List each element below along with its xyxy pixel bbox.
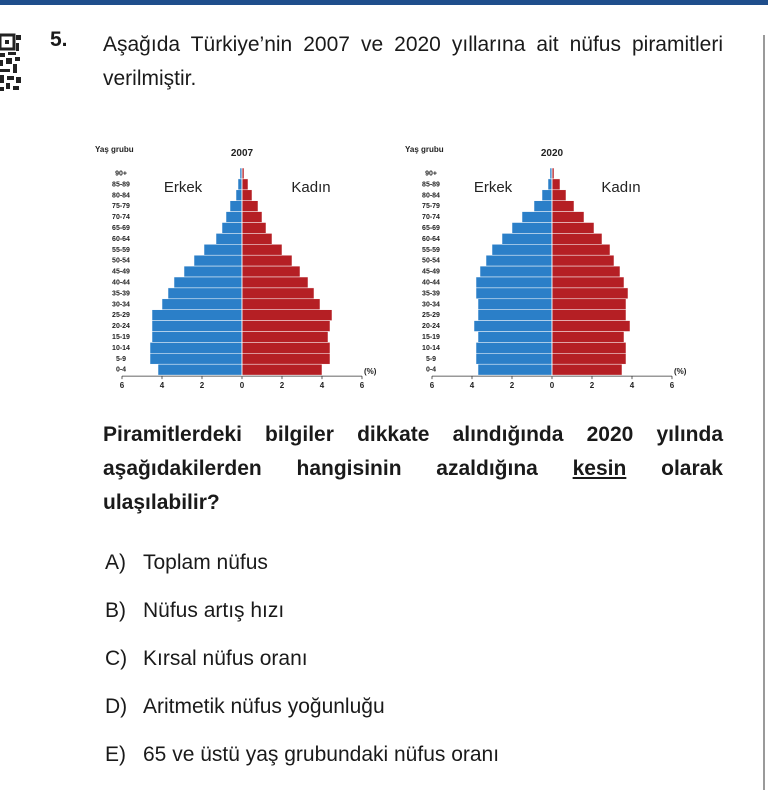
male-bar	[476, 342, 552, 353]
female-bar	[242, 321, 330, 332]
x-tick-label: 2	[509, 381, 515, 391]
top-accent-bar	[0, 0, 768, 5]
male-bar	[476, 277, 552, 288]
male-bar	[152, 332, 242, 343]
age-group-label: 50-54	[422, 257, 440, 265]
male-bar	[542, 190, 552, 201]
age-group-label: 10-14	[112, 344, 130, 352]
male-bar	[474, 321, 552, 332]
male-bar	[150, 353, 242, 364]
male-bar	[184, 266, 242, 277]
male-bar	[158, 364, 242, 375]
age-group-label: 25-29	[422, 312, 440, 320]
female-bar	[552, 342, 626, 353]
chart-title: 2020	[540, 148, 564, 159]
age-group-label: 10-14	[422, 344, 440, 352]
y-axis-title: Yaş grubu	[405, 145, 444, 154]
female-bar	[242, 190, 252, 201]
age-group-label: 5-9	[425, 355, 437, 363]
age-group-label: 70-74	[422, 214, 440, 222]
female-label: Kadın	[601, 179, 641, 196]
chart-title: 2007	[230, 148, 254, 159]
y-axis-title: Yaş grubu	[95, 145, 134, 154]
female-bar	[242, 332, 328, 343]
option-letter: C)	[105, 647, 128, 670]
option-text: Aritmetik nüfus yoğunluğu	[143, 695, 385, 718]
age-group-label: 20-24	[112, 323, 130, 331]
option-letter: E)	[105, 743, 126, 766]
option-d[interactable]	[105, 695, 385, 719]
age-group-label: 5-9	[115, 355, 127, 363]
female-bar	[242, 255, 292, 266]
female-bar	[552, 179, 560, 190]
option-letter: B)	[105, 599, 126, 622]
age-group-label: 80-84	[422, 192, 440, 200]
option-e[interactable]	[105, 743, 499, 767]
male-bar	[226, 212, 242, 223]
option-text: Kırsal nüfus oranı	[143, 647, 308, 670]
female-bar	[552, 212, 584, 223]
female-bar	[552, 310, 626, 321]
female-bar	[242, 277, 308, 288]
x-tick-label: 2	[199, 381, 205, 391]
female-bar	[552, 255, 614, 266]
male-bar	[512, 223, 552, 234]
female-bar	[552, 266, 620, 277]
female-bar	[242, 299, 320, 310]
age-group-label: 30-34	[112, 301, 130, 309]
female-bar	[242, 223, 266, 234]
page-margin-line	[763, 35, 765, 790]
age-group-label: 90+	[425, 170, 437, 178]
male-label: Erkek	[473, 179, 513, 196]
male-bar	[476, 353, 552, 364]
male-bar	[152, 310, 242, 321]
prompt-emphasis: kesin	[572, 457, 627, 480]
pyramid-svg	[405, 140, 705, 391]
age-group-label: 60-64	[422, 235, 440, 243]
age-group-label: 60-64	[112, 235, 130, 243]
unit-label: (%)	[674, 367, 687, 377]
male-bar	[194, 255, 242, 266]
unit-label: (%)	[364, 367, 377, 377]
female-bar	[242, 233, 272, 244]
x-tick-label: 4	[159, 381, 165, 391]
male-bar	[168, 288, 242, 299]
male-bar	[478, 332, 552, 343]
male-bar	[478, 310, 552, 321]
female-bar	[242, 364, 322, 375]
female-bar	[552, 288, 628, 299]
age-group-label: 35-39	[112, 290, 130, 298]
male-bar	[216, 233, 242, 244]
male-bar	[204, 244, 242, 255]
female-bar	[242, 201, 258, 212]
x-tick-label: 6	[429, 381, 435, 391]
option-text: Nüfus artış hızı	[143, 599, 285, 622]
age-group-label: 50-54	[112, 257, 130, 265]
age-group-label: 40-44	[422, 279, 440, 287]
age-group-label: 75-79	[112, 203, 130, 211]
option-b[interactable]	[105, 599, 284, 623]
age-group-label: 75-79	[422, 203, 440, 211]
female-bar	[552, 332, 624, 343]
age-group-label: 55-59	[112, 246, 130, 254]
male-bar	[174, 277, 242, 288]
age-group-label: 30-34	[422, 301, 440, 309]
age-group-label: 55-59	[422, 246, 440, 254]
prompt-text-part2: olarak ulaşılabilir?	[103, 457, 723, 514]
male-bar	[238, 179, 242, 190]
male-bar	[486, 255, 552, 266]
x-tick-label: 6	[669, 381, 675, 391]
x-tick-label: 6	[119, 381, 125, 391]
population-pyramid-2020	[405, 140, 705, 391]
age-group-label: 45-49	[112, 268, 130, 276]
male-label: Erkek	[163, 179, 203, 196]
x-tick-label: 2	[589, 381, 595, 391]
female-bar	[552, 244, 610, 255]
female-bar	[552, 190, 566, 201]
male-bar	[478, 364, 552, 375]
female-bar	[552, 201, 574, 212]
age-group-label: 25-29	[112, 312, 130, 320]
male-bar	[480, 266, 552, 277]
age-group-label: 65-69	[422, 225, 440, 232]
male-bar	[150, 342, 242, 353]
age-group-label: 85-89	[112, 181, 130, 189]
female-bar	[242, 353, 330, 364]
female-bar	[552, 277, 624, 288]
x-tick-label: 0	[239, 381, 245, 391]
male-bar	[152, 321, 242, 332]
age-group-label: 70-74	[112, 214, 130, 222]
age-group-label: 80-84	[112, 192, 130, 200]
prompt-text-part1: Piramitlerdeki bilgiler dikkate alındığında 2020 yılında aşağıdakilerden hangisinin azaldığına	[103, 423, 723, 480]
x-tick-label: 2	[279, 381, 285, 391]
female-bar	[552, 353, 626, 364]
female-bar	[552, 321, 630, 332]
female-bar	[242, 342, 330, 353]
option-a[interactable]	[105, 551, 268, 575]
male-bar	[230, 201, 242, 212]
population-pyramid-2007	[95, 140, 395, 391]
female-bar	[242, 244, 282, 255]
male-bar	[502, 233, 552, 244]
age-group-label: 85-89	[422, 181, 440, 189]
male-bar	[478, 299, 552, 310]
male-bar	[548, 179, 552, 190]
female-label: Kadın	[291, 179, 331, 196]
question-text: Aşağıda Türkiye’nin 2007 ve 2020 yıllarına ait nüfus piramitleri verilmiştir.	[103, 33, 723, 90]
option-text: Toplam nüfus	[143, 551, 268, 574]
female-bar	[242, 266, 300, 277]
question-number: 5.	[50, 28, 68, 51]
x-tick-label: 4	[629, 381, 635, 391]
age-group-label: 15-19	[422, 334, 440, 341]
qr-code-icon	[0, 33, 24, 99]
male-bar	[534, 201, 552, 212]
female-bar	[242, 310, 332, 321]
x-tick-label: 0	[549, 381, 555, 391]
age-group-label: 90+	[115, 170, 127, 178]
age-group-label: 35-39	[422, 290, 440, 298]
male-bar	[162, 299, 242, 310]
option-text: 65 ve üstü yaş grubundaki nüfus oranı	[143, 743, 500, 766]
female-bar	[552, 233, 602, 244]
female-bar	[242, 212, 262, 223]
question-prompt	[103, 418, 723, 520]
male-bar	[222, 223, 242, 234]
age-group-label: 65-69	[112, 225, 130, 232]
option-c[interactable]	[105, 647, 308, 671]
age-group-label: 40-44	[112, 279, 130, 287]
male-bar	[492, 244, 552, 255]
pyramid-svg	[95, 140, 395, 391]
male-bar	[476, 288, 552, 299]
option-letter: A)	[105, 551, 126, 574]
male-bar	[236, 190, 242, 201]
female-bar	[552, 223, 594, 234]
female-bar	[242, 288, 314, 299]
female-bar	[552, 299, 626, 310]
male-bar	[522, 212, 552, 223]
option-letter: D)	[105, 695, 128, 718]
x-tick-label: 6	[359, 381, 365, 391]
female-bar	[242, 179, 248, 190]
age-group-label: 0-4	[425, 366, 437, 374]
age-group-label: 15-19	[112, 334, 130, 341]
age-group-label: 45-49	[422, 268, 440, 276]
age-group-label: 0-4	[115, 366, 127, 374]
female-bar	[552, 364, 622, 375]
x-tick-label: 4	[469, 381, 475, 391]
x-tick-label: 4	[319, 381, 325, 391]
age-group-label: 20-24	[422, 323, 440, 331]
